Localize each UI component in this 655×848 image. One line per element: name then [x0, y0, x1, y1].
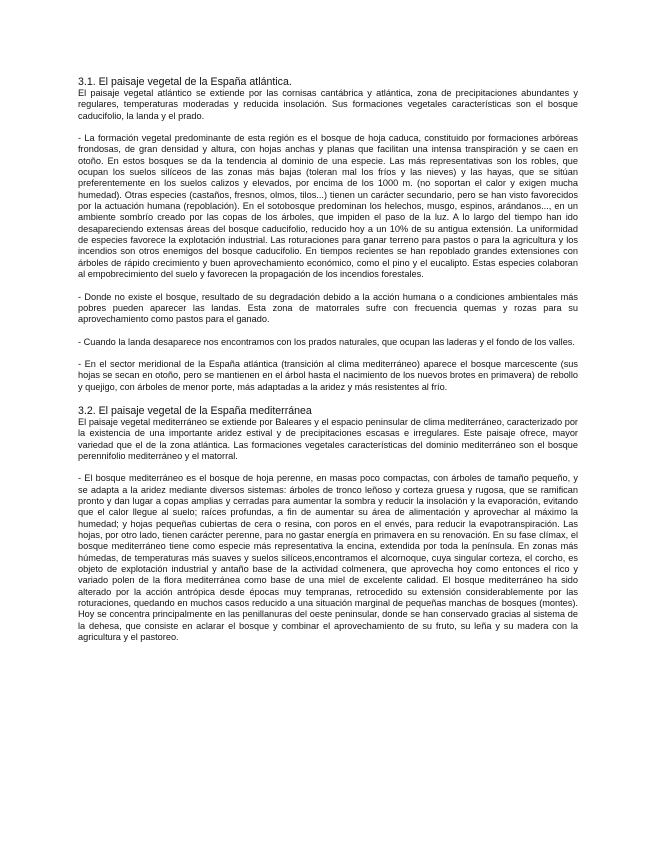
document-page [78, 76, 578, 643]
paragraph-bosque-mediterraneo: - El bosque mediterráneo es el bosque de hoja perenne, en masas poco compactas, con árboles de tamaño pequeño, y se adapta a la aridez mediante diversos sistemas: árboles de tronco leñoso y corteza gruesa y rugosa, que se ramifican pronto y dan lugar a copas amplias y cerradas para aumentar la sombra y reducir la insolación y la evaporación, evitando que el calor llegue al suelo; raíces profundas, a fin de aumentar su área de alimentación y aprovechar al máximo la humedad; y hojas pequeñas cubiertas de cera o resina, con poros en el envés, para reducir la evapotranspiración. Las hojas, por otro lado, tienen carácter perenne, para no gastar energía en primavera en su renovación. En su fase clímax, el bosque mediterráneo tiene como especie más representativa la encina, extendida por toda la península. En zonas más húmedas, de temperaturas más suaves y suelos silíceos,encontramos el alcornoque, cuya singular corteza, el corcho, es objeto de explotación industrial y antaño base de la actividad colmenera, que aprovecha hoy como entonces el rico y variado polen de la flora mediterránea como base de una miel de excelente calidad. El bosque mediterráneo ha sido alterado por la acción antrópica desde épocas muy tempranas, retrocedido su extensión considerablemente por las roturaciones, quedando en muchos casos reducido a una situación marginal de pequeñas manchas de bosques (montes). Hoy se concentra principalmente en las penillanuras del oeste peninsular, donde se han conservado gracias al sistema de la dehesa, que consiste en aclarar el bosque y combinar el aprovechamiento de su fruto, su leña y su madera con la agricultura y el pastoreo. [78, 473, 578, 643]
section-intro-atlantica: El paisaje vegetal atlántico se extiende por las cornisas cantábrica y atlántica, zona de precipitaciones abundantes y regulares, temperaturas moderadas y reducida insolación. Sus formaciones vegetales características son el bosque caducifolio, la landa y el prado. [78, 88, 578, 121]
section-heading-mediterranea: 3.2. El paisaje vegetal de la España mediterránea [78, 404, 312, 417]
paragraph-bosque-caducifolio: - La formación vegetal predominante de esta región es el bosque de hoja caduca, constituido por formaciones arbóreas frondosas, de gran densidad y altura, con hojas anchas y planas que facilitan una intensa transpiración y se caen en otoño. En estos bosques se da la tendencia al dominio de una especie. Las más representativas son los robles, que ocupan los suelos silíceos de las zonas más bajas (toleran mal los fríos y las nieves) y las hayas, que se sitúan preferentemente en los suelos calizos y elevados, por encima de los 1000 m. (no soportan el calor y exigen mucha humedad). Otras especies (castaños, fresnos, olmos, tilos...) tienen un carácter secundario, pero se han visto favorecidos por la actuación humana (repoblación). En el sotobosque predominan los helechos, musgo, espinos, arándanos..., en un ambiente sombrío creado por las copas de los árboles, que impiden el paso de la luz. A lo largo del tiempo han ido desapareciendo extensas áreas del bosque caducifolio, reducido hoy a un 10% de su antigua extensión. La uniformidad de especies favorece la explotación industrial. Las roturaciones para ganar terreno para pastos o para la agricultura y los incendios son otros enemigos del bosque caducifolio. En tiempos recientes se han repoblado grandes extensiones con árboles de rápido crecimiento y buen aprovechamiento económico, como el pino y el eucalipto. Estas especies colaboran al empobrecimiento del suelo y favorecen la propagación de los incendios forestales. [78, 133, 578, 280]
paragraph-bosque-marcescente: - En el sector meridional de la España atlántica (transición al clima mediterráneo) aparece el bosque marcescente (sus hojas se secan en otoño, pero se mantienen en el árbol hasta el nacimiento de los nuevos brotes en primavera) de rebollo y quejigo, con árboles de menor porte, más adaptadas a la aridez y más resistentes al frío. [78, 358, 578, 392]
paragraph-landas: - Donde no existe el bosque, resultado de su degradación debido a la acción humana o a condiciones ambientales más pobres pueden aparecer las landas. Esta zona de matorrales sufre con frecuencia quemas y rozas para su aprovechamiento como pastos para el ganado. [78, 291, 578, 325]
section-intro-mediterranea: El paisaje vegetal mediterráneo se extiende por Baleares y el espacio peninsular de clima mediterráneo, caracterizado por la existencia de una importante aridez estival y de precipitaciones escasas e irregulares. Este paisaje ofrece, mayor variedad que el de la zona atlántica. Las formaciones vegetales características del dominio mediterráneo son el bosque perennifolio mediterráneo y el matorral. [78, 416, 578, 461]
paragraph-prados: - Cuando la landa desaparece nos encontramos con los prados naturales, que ocupan las laderas y el fondo de los valles. [78, 336, 575, 347]
section-heading-atlantica: 3.1. El paisaje vegetal de la España atlántica. [78, 76, 292, 88]
